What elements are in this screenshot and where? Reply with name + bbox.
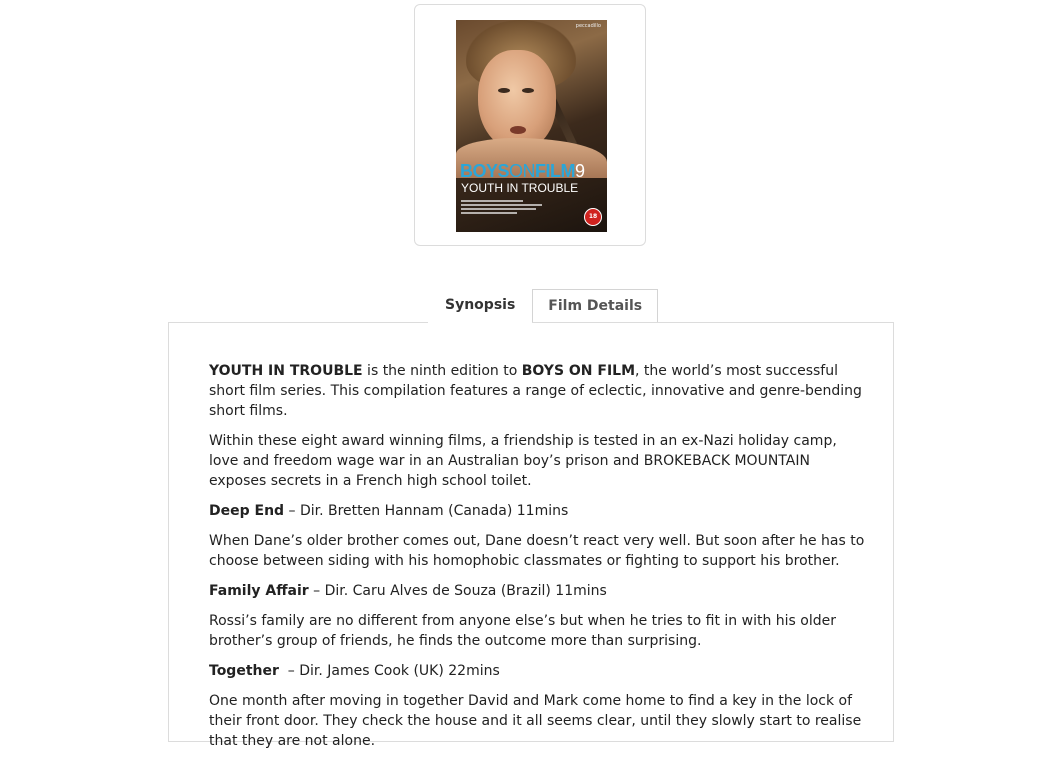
cover-title-part-1: BOYS: [460, 161, 510, 181]
cover-mouth: [510, 126, 526, 134]
synopsis-content: [209, 361, 869, 761]
cover-subtitle: YOUTH IN TROUBLE: [461, 181, 579, 195]
cover-publisher-mark: peccadillo: [575, 23, 601, 29]
synopsis-intro: [209, 361, 869, 421]
film-description-deep-end: When Dane’s older brother comes out, Dane doesn’t react very well. But soon after he has to choose between siding with his homophobic classmates or fighting to support his brother.: [209, 533, 865, 569]
tab-film-details[interactable]: Film Details: [532, 289, 658, 322]
film-heading-family-affair: [209, 581, 869, 601]
film-description-together: One month after moving in together David and Mark come home to find a key in the lock of their front door. They check the house and it all seems clear, until they slowly start to realise that they are not alone.: [209, 693, 862, 749]
synopsis-intro-text-2: , the world’s most successful short film series. This compilation features a range of eclectic, innovative and genre-bending short films.: [209, 363, 862, 419]
film-credit: – Dir. Bretten Hannam (Canada) 11mins: [284, 503, 569, 519]
film-heading-deep-end: [209, 501, 869, 521]
age-rating-badge: 18: [584, 208, 602, 226]
tab-synopsis[interactable]: Synopsis: [428, 289, 532, 323]
film-title: Deep End: [209, 503, 285, 519]
cover-image-frame[interactable]: [414, 4, 646, 246]
film-title: Family Affair: [209, 583, 309, 599]
cover-face-shape: [478, 50, 556, 150]
tab-bar: [428, 289, 658, 323]
cover-small-print: [461, 200, 549, 216]
cover-title-part-3: FILM: [535, 161, 576, 181]
cover-title: [460, 161, 585, 182]
cover-eye-right: [522, 88, 534, 93]
synopsis-intro-bold-title: YOUTH IN TROUBLE: [209, 363, 363, 379]
film-credit: – Dir. Caru Alves de Souza (Brazil) 11mins: [308, 583, 607, 599]
synopsis-panel: [168, 322, 894, 749]
film-description-family-affair: Rossi’s family are no different from anyone else’s but when he tries to fit in with his older brother’s group of friends, he finds the outcome more than surprising.: [209, 613, 836, 649]
synopsis-intro-bold-series: BOYS ON FILM: [521, 363, 636, 379]
cover-eye-left: [498, 88, 510, 93]
synopsis-intro-text-1: is the ninth edition to: [362, 363, 522, 379]
cover-title-number: 9: [575, 161, 585, 181]
film-title: Together: [209, 663, 279, 679]
film-heading-together: [209, 661, 869, 681]
dvd-cover-image[interactable]: [456, 20, 607, 232]
synopsis-paragraph-2: Within these eight award winning films, a friendship is tested in an ex-Nazi holiday camp, love and freedom wage war in an Australian boy’s prison and BROKEBACK MOUNTAIN exposes secrets in a French high school toilet.: [209, 433, 837, 489]
cover-title-part-2: ON: [509, 161, 536, 181]
film-credit: – Dir. James Cook (UK) 22mins: [278, 663, 500, 679]
